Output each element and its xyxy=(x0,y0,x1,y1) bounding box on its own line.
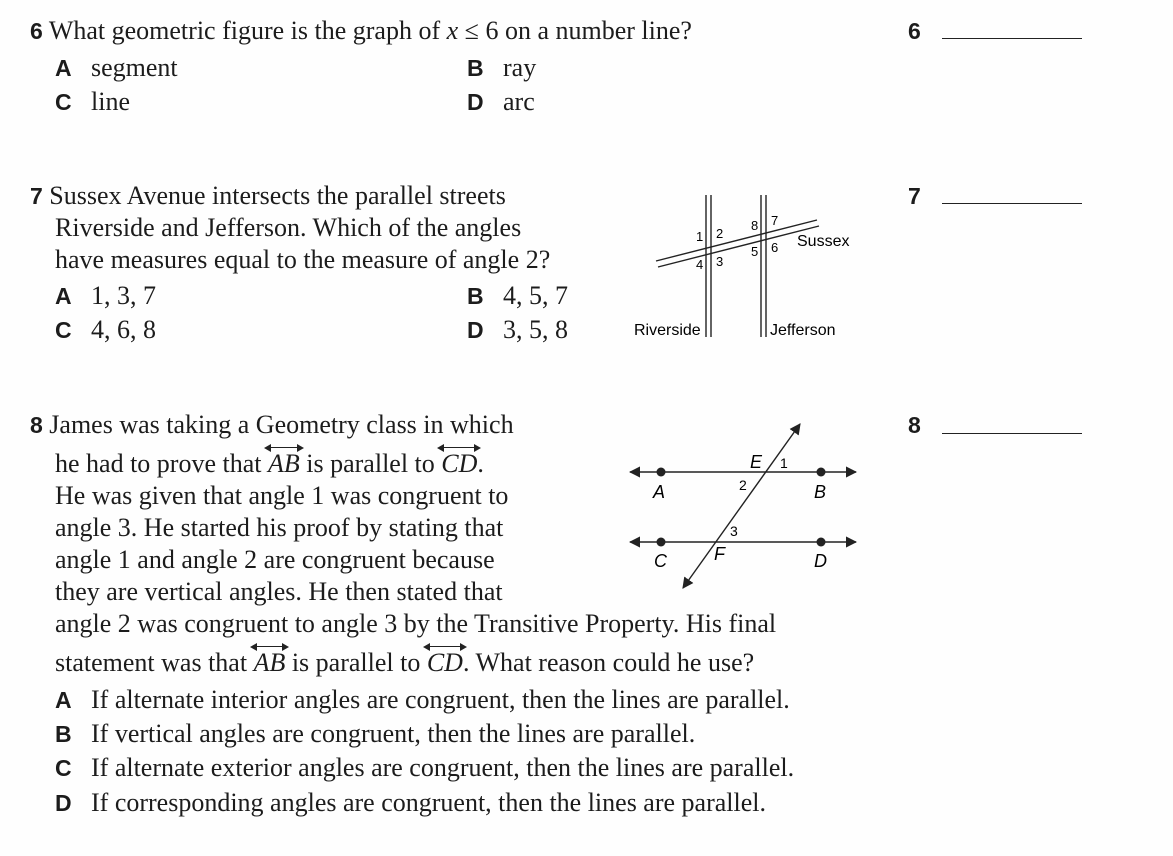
choice-text: If alternate exterior angles are congruent, then the lines are parallel. xyxy=(91,753,795,782)
question-7-stem-text: Sussex Avenue intersects the parallel streets xyxy=(49,181,506,210)
question-8-answer-label: 8 xyxy=(908,412,921,438)
choice-text: segment xyxy=(91,53,178,82)
point-label-c: C xyxy=(654,551,667,571)
choice-text: If corresponding angles are congruent, then the lines are parallel. xyxy=(91,788,766,817)
choice-text: line xyxy=(91,87,130,116)
angle-label-5: 5 xyxy=(751,244,759,259)
angle-label-8: 8 xyxy=(751,218,759,233)
question-8-number: 8 xyxy=(30,412,43,438)
question-8-stem-line-8 xyxy=(55,647,754,679)
question-7-answer-label: 7 xyxy=(908,183,921,209)
choice-letter: B xyxy=(55,721,72,747)
transversal-line xyxy=(683,424,800,588)
choice-text: 4, 6, 8 xyxy=(91,315,156,344)
choice-text: ray xyxy=(503,53,537,82)
question-6-stem xyxy=(30,15,692,47)
sussex-street-line-bottom xyxy=(658,226,819,267)
choice-letter: A xyxy=(55,55,72,81)
angle-label-1: 1 xyxy=(780,455,788,471)
point-d xyxy=(817,538,826,547)
riverside-label: Riverside xyxy=(634,322,701,339)
point-c xyxy=(657,538,666,547)
angle-label-2: 2 xyxy=(739,477,747,493)
point-label-f: F xyxy=(714,544,725,564)
question-6-stem-end: on a number line? xyxy=(504,16,692,45)
stem-text: statement was that xyxy=(55,648,254,677)
question-7-stem-line-3: have measures equal to the measure of angle 2? xyxy=(55,245,551,274)
question-7-number: 7 xyxy=(30,183,43,209)
stem-text: . xyxy=(477,449,484,478)
question-7-stem-line-2: Riverside and Jefferson. Which of the angles xyxy=(55,213,522,242)
question-8-stem-line-5: angle 1 and angle 2 are congruent because xyxy=(55,545,495,574)
question-7-choice-d[interactable] xyxy=(467,314,568,346)
choice-letter: D xyxy=(467,89,484,115)
angle-label-3: 3 xyxy=(730,523,738,539)
angle-label-2: 2 xyxy=(716,226,724,241)
line-cd-label: CD xyxy=(426,648,463,677)
question-8-stem-line-1 xyxy=(30,409,514,441)
question-8-stem-line-4: angle 3. He started his proof by stating that xyxy=(55,513,504,542)
question-6-operator: ≤ 6 xyxy=(458,16,505,45)
question-7-choice-b[interactable] xyxy=(467,280,568,312)
line-cd-notation xyxy=(427,647,463,679)
point-label-a: A xyxy=(653,482,666,502)
point-label-e: E xyxy=(750,452,763,472)
question-8-stem-line-6: they are vertical angles. He then stated that xyxy=(55,577,503,606)
stem-text: is parallel to xyxy=(299,449,442,478)
sussex-street-line-top xyxy=(656,220,817,261)
question-6-number: 6 xyxy=(30,18,43,44)
question-6-stem-text: What geometric figure is the graph of xyxy=(48,16,447,45)
question-6-choice-c[interactable] xyxy=(55,86,130,118)
stem-text: he had to prove that xyxy=(55,449,268,478)
question-6-answer-blank[interactable] xyxy=(942,38,1082,39)
question-7-answer-blank[interactable] xyxy=(942,203,1082,204)
question-8-choice-c[interactable] xyxy=(55,752,794,784)
question-7-choice-c[interactable] xyxy=(55,314,156,346)
sussex-label: Sussex xyxy=(797,233,850,250)
line-ab-label: AB xyxy=(253,648,286,677)
line-cd-label: CD xyxy=(441,449,478,478)
question-8-choice-b[interactable] xyxy=(55,718,695,750)
point-b xyxy=(817,468,826,477)
choice-letter: C xyxy=(55,317,72,343)
question-8-choice-a[interactable] xyxy=(55,684,790,716)
choice-text: 4, 5, 7 xyxy=(503,281,568,310)
question-8-choice-d[interactable] xyxy=(55,787,766,819)
point-label-d: D xyxy=(814,551,827,571)
choice-letter: A xyxy=(55,687,72,713)
choice-letter: B xyxy=(467,283,484,309)
question-6-choice-a[interactable] xyxy=(55,52,178,84)
question-8-stem-line-3: He was given that angle 1 was congruent to xyxy=(55,481,509,510)
question-8-answer-blank[interactable] xyxy=(942,433,1082,434)
choice-letter: A xyxy=(55,283,72,309)
choice-text: arc xyxy=(503,87,535,116)
point-a xyxy=(657,468,666,477)
question-6-variable: x xyxy=(446,16,459,45)
choice-letter: C xyxy=(55,89,72,115)
question-7-street-figure xyxy=(620,185,870,345)
angle-label-4: 4 xyxy=(696,257,704,272)
angle-label-3: 3 xyxy=(716,254,724,269)
question-7-stem-line-1 xyxy=(30,180,506,212)
line-ab-notation xyxy=(254,647,286,679)
angle-label-6: 6 xyxy=(771,240,779,255)
question-8-stem-line-7: angle 2 was congruent to angle 3 by the Transitive Property. His final xyxy=(55,609,777,638)
question-6-answer-label: 6 xyxy=(908,18,921,44)
choice-letter: C xyxy=(55,755,72,781)
angle-label-1: 1 xyxy=(696,229,704,244)
choice-letter: B xyxy=(467,55,484,81)
question-8-stem-text: James was taking a Geometry class in which xyxy=(49,410,514,439)
question-8-stem-line-2 xyxy=(55,448,484,480)
choice-text: 3, 5, 8 xyxy=(503,315,568,344)
question-6-choice-d[interactable] xyxy=(467,86,535,118)
choice-letter: D xyxy=(55,790,72,816)
line-ab-label: AB xyxy=(268,449,300,478)
line-ab-notation xyxy=(268,448,300,480)
choice-text: If alternate interior angles are congruent, then the lines are parallel. xyxy=(91,685,790,714)
angle-label-7: 7 xyxy=(771,213,779,228)
stem-text: . What reason could he use? xyxy=(462,648,755,677)
stem-text: is parallel to xyxy=(285,648,427,677)
point-label-b: B xyxy=(814,482,827,502)
choice-text: If vertical angles are congruent, then the lines are parallel. xyxy=(91,719,696,748)
choice-text: 1, 3, 7 xyxy=(91,281,156,310)
choice-letter: D xyxy=(467,317,484,343)
jefferson-label: Jefferson xyxy=(770,322,836,339)
question-8-parallel-lines-figure xyxy=(620,415,870,600)
line-cd-notation xyxy=(441,448,477,480)
question-6-choice-b[interactable] xyxy=(467,52,536,84)
question-7-choice-a[interactable] xyxy=(55,280,156,312)
